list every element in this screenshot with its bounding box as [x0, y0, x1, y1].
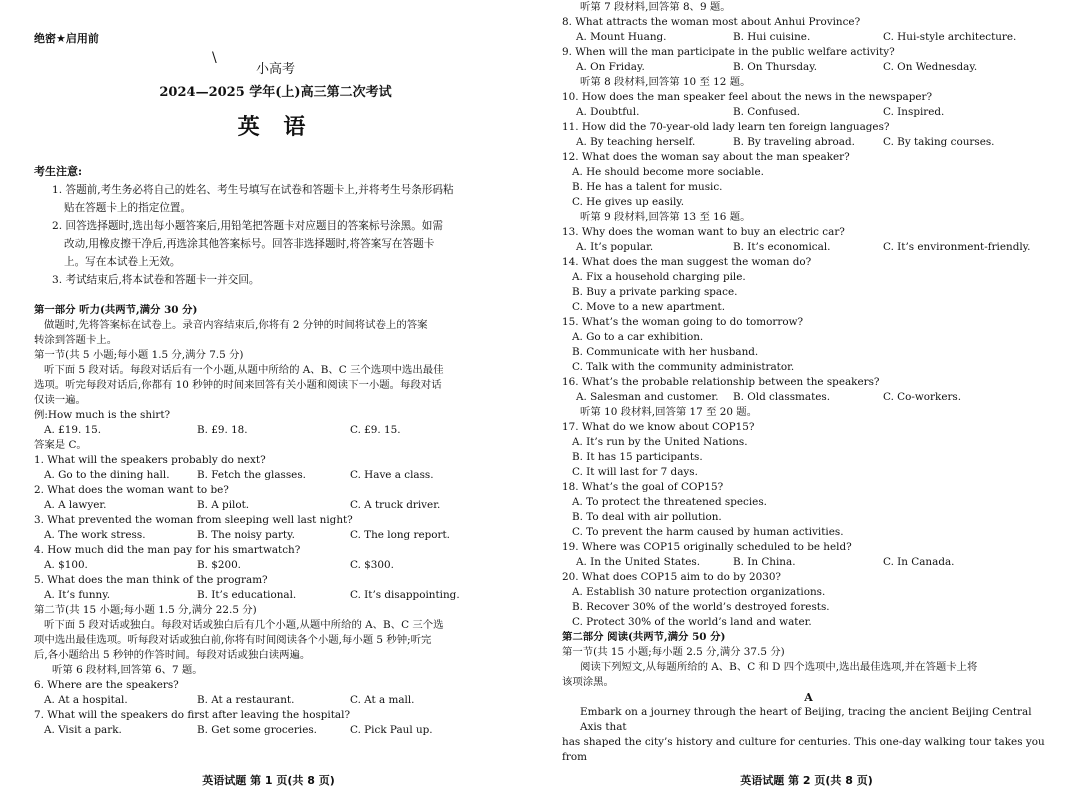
section1-intro: 听下面 5 段对话。每段对话后有一个小题,从题中所给的 A、B、C 三个选项中选出最佳	[44, 364, 444, 376]
option: A. He should become more sociable.	[572, 166, 764, 178]
option: C. It’s environment-friendly.	[883, 241, 1031, 253]
option: C. £9. 15.	[350, 424, 401, 436]
question: 4. How much did the man pay for his smartwatch?	[34, 544, 301, 556]
option: A. It’s run by the United Nations.	[572, 436, 748, 448]
confidential-mark: 绝密★启用前	[34, 32, 99, 45]
question: 20. What does COP15 aim to do by 2030?	[562, 571, 782, 583]
option: B. To deal with air pollution.	[572, 511, 722, 523]
option: B. $200.	[197, 559, 241, 571]
option: C. Move to a new apartment.	[572, 301, 726, 313]
option: B. It has 15 participants.	[572, 451, 703, 463]
question: 7. What will the speakers do first after leaving the hospital?	[34, 709, 351, 721]
notice-list	[34, 181, 517, 289]
question: 16. What’s the probable relationship between the speakers?	[562, 376, 880, 388]
option: B. Communicate with her husband.	[572, 346, 759, 358]
part1-intro: 转涂到答题卡上。	[34, 334, 118, 346]
option: C. A truck driver.	[350, 499, 441, 511]
question: 8. What attracts the woman most about Anhui Province?	[562, 16, 861, 28]
reading-intro: 该项涂黑。	[562, 676, 614, 688]
section2-title: 第二节(共 15 小题;每小题 1.5 分,满分 22.5 分)	[34, 604, 257, 616]
section1-title: 第一节(共 5 小题;每小题 1.5 分,满分 7.5 分)	[34, 349, 244, 361]
option: C. In Canada.	[883, 556, 955, 568]
option: A. A lawyer.	[44, 499, 107, 511]
question-block	[34, 453, 517, 603]
option: C. $300.	[350, 559, 394, 571]
option: B. Recover 30% of the world’s destroyed forests.	[572, 601, 830, 613]
part1-intro: 做题时,先将答案标在试卷上。录音内容结束后,你将有 2 分钟的时间将试卷上的答案	[44, 319, 428, 331]
option: C. Inspired.	[883, 106, 945, 118]
question: 1. What will the speakers probably do next?	[34, 454, 266, 466]
page-footer: 英语试题 第 2 页(共 8 页)	[740, 774, 873, 787]
option: A. Salesman and customer.	[576, 391, 719, 403]
material-heading: 听第 8 段材料,回答第 10 至 12 题。	[580, 76, 751, 88]
notice-title: 考生注意:	[34, 165, 83, 178]
material-heading: 听第 7 段材料,回答第 8、9 题。	[580, 1, 731, 13]
section2-intro: 听下面 5 段对话或独白。每段对话或独白后有几个小题,从题中所给的 A、B、C 三个选	[44, 619, 444, 631]
option: C. Co-workers.	[883, 391, 962, 403]
option: C. It’s disappointing.	[350, 589, 460, 601]
option: A. Doubtful.	[576, 106, 640, 118]
option: B. By traveling abroad.	[733, 136, 855, 148]
question: 5. What does the man think of the program?	[34, 574, 268, 586]
option: B. At a restaurant.	[197, 694, 295, 706]
option: B. On Thursday.	[733, 61, 818, 73]
passage-label: A	[804, 691, 813, 704]
passage-line: has shaped the city’s history and culture for centuries. This one-day walking tour takes you from	[562, 736, 1045, 763]
option: B. In China.	[733, 556, 796, 568]
option: A. It’s popular.	[576, 241, 654, 253]
page-footer: 英语试题 第 1 页(共 8 页)	[202, 774, 335, 787]
part2-title: 第二部分 阅读(共两节,满分 50 分)	[562, 631, 726, 643]
option: A. Go to a car exhibition.	[572, 331, 704, 343]
passage-line: Embark on a journey through the heart of Beijing, tracing the ancient Beijing Central Axis that	[580, 706, 1032, 733]
example-options	[34, 423, 517, 438]
question: 19. Where was COP15 originally scheduled to be held?	[562, 541, 852, 553]
question: 15. What’s the woman going to do tomorrow?	[562, 316, 804, 328]
question: 13. Why does the woman want to buy an electric car?	[562, 226, 845, 238]
option: B. It’s economical.	[733, 241, 831, 253]
option: B. Hui cuisine.	[733, 31, 811, 43]
subject-title: 英 语	[237, 115, 314, 140]
option: B. Fetch the glasses.	[197, 469, 306, 481]
option: A. Fix a household charging pile.	[572, 271, 746, 283]
reading-section1-title: 第一节(共 15 小题;每小题 2.5 分,满分 37.5 分)	[562, 646, 785, 658]
option: B. He has a talent for music.	[572, 181, 723, 193]
question: 18. What’s the goal of COP15?	[562, 481, 724, 493]
option: B. The noisy party.	[197, 529, 295, 541]
option: B. Get some groceries.	[197, 724, 317, 736]
option: A. The work stress.	[44, 529, 146, 541]
option: B. Buy a private parking space.	[572, 286, 738, 298]
option: C. On Wednesday.	[883, 61, 978, 73]
option: A. At a hospital.	[44, 694, 128, 706]
example-question: 例:How much is the shirt?	[34, 409, 171, 421]
option: B. Old classmates.	[733, 391, 831, 403]
brand-name: \ 小高考	[212, 50, 295, 77]
option: C. It will last for 7 days.	[572, 466, 698, 478]
question: 11. How did the 70-year-old lady learn ten foreign languages?	[562, 121, 890, 133]
option: A. £19. 15.	[44, 424, 102, 436]
section2-intro: 后,各小题给出 5 秒钟的作答时间。每段对话或独白读两遍。	[34, 649, 311, 661]
option: B. It’s educational.	[197, 589, 297, 601]
material-heading: 听第 10 段材料,回答第 17 至 20 题。	[580, 406, 758, 418]
question: 6. Where are the speakers?	[34, 679, 179, 691]
question: 14. What does the man suggest the woman do?	[562, 256, 812, 268]
option: A. $100.	[44, 559, 88, 571]
notice-line: 2. 回答选择题时,选出每小题答案后,用铅笔把答题卡对应题目的答案标号涂黑。如需	[52, 220, 443, 232]
option: A. On Friday.	[576, 61, 645, 73]
option: B. Confused.	[733, 106, 801, 118]
option: A. It’s funny.	[44, 589, 111, 601]
option: C. Talk with the community administrator.	[572, 361, 795, 373]
option: A. In the United States.	[576, 556, 701, 568]
section1-intro: 仅读一遍。	[34, 394, 86, 406]
material-heading: 听第 6 段材料,回答第 6、7 题。	[52, 664, 203, 676]
option: C. The long report.	[350, 529, 450, 541]
question: 3. What prevented the woman from sleeping well last night?	[34, 514, 353, 526]
question: 10. How does the man speaker feel about the news in the newspaper?	[562, 91, 933, 103]
page-2	[538, 0, 1075, 800]
option: A. Visit a park.	[44, 724, 122, 736]
material-heading: 听第 9 段材料,回答第 13 至 16 题。	[580, 211, 751, 223]
option: C. Pick Paul up.	[350, 724, 433, 736]
option: C. At a mall.	[350, 694, 415, 706]
example-answer: 答案是 C。	[34, 439, 87, 451]
option: C. Protect 30% of the world’s land and water.	[572, 616, 812, 628]
option: A. To protect the threatened species.	[572, 496, 767, 508]
question: 9. When will the man participate in the public welfare activity?	[562, 46, 895, 58]
option: C. Have a class.	[350, 469, 434, 481]
page-1	[0, 0, 537, 800]
section1-intro: 选项。听完每段对话后,你都有 10 秒钟的时间来回答有关小题和阅读下一小题。每段对话	[34, 379, 442, 391]
notice-line: 上。写在本试卷上无效。	[64, 256, 181, 268]
option: C. He gives up easily.	[572, 196, 685, 208]
exam-title: 2024—2025 学年(上)高三第二次考试	[159, 85, 392, 100]
option: A. By teaching herself.	[576, 136, 696, 148]
notice-line: 贴在答题卡上的指定位置。	[64, 202, 192, 214]
notice-line: 3. 考试结束后,将本试卷和答题卡一并交回。	[52, 274, 260, 286]
option: A. Establish 30 nature protection organizations.	[572, 586, 826, 598]
option: B. A pilot.	[197, 499, 250, 511]
notice-line: 1. 答题前,考生务必将自己的姓名、考生号填写在试卷和答题卡上,并将考生号条形码粘	[52, 184, 454, 196]
reading-intro: 阅读下列短文,从每题所给的 A、B、C 和 D 四个选项中,选出最佳选项,并在答题卡上将	[580, 661, 978, 673]
stroke-mark: \	[212, 50, 217, 66]
option: C. Hui-style architecture.	[883, 31, 1017, 43]
option: A. Go to the dining hall.	[44, 469, 170, 481]
option: C. By taking courses.	[883, 136, 995, 148]
option: A. Mount Huang.	[576, 31, 667, 43]
question: 2. What does the woman want to be?	[34, 484, 229, 496]
question: 17. What do we know about COP15?	[562, 421, 755, 433]
notice-line: 改动,用橡皮擦干净后,再选涂其他答案标号。回答非选择题时,将答案写在答题卡	[64, 238, 435, 250]
question: 12. What does the woman say about the man speaker?	[562, 151, 850, 163]
part1-title: 第一部分 听力(共两节,满分 30 分)	[34, 304, 198, 316]
option: B. £9. 18.	[197, 424, 248, 436]
option: C. To prevent the harm caused by human activities.	[572, 526, 844, 538]
section2-intro: 项中选出最佳选项。听每段对话或独白前,你将有时间阅读各个小题,每小题 5 秒钟;听完	[34, 634, 432, 646]
